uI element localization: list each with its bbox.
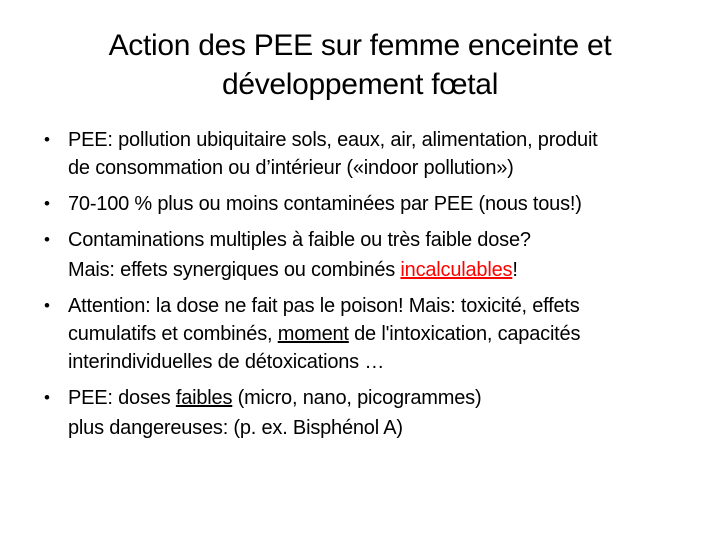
text-segment-underlined: moment [277,323,349,345]
slide-title [0,0,720,104]
text-segment: ! [512,259,518,281]
bullet-marker: • [44,230,50,249]
text-line [68,414,704,442]
bullet-text [68,226,704,284]
text-segment: PEE: pollution ubiquitaire sols, eaux, air, alimentation, produit [68,129,598,151]
bullet-item [44,126,704,182]
text-line [68,226,704,254]
text-segment: de l'intoxication, capacités [348,323,581,345]
text-segment: cumulatifs et combinés, [68,323,278,345]
bullet-text [68,384,704,442]
text-line [68,384,704,412]
bullet-text [68,292,704,376]
bullet-marker: • [44,296,50,315]
text-segment: Contaminations multiples à faible ou très faible dose? [68,229,531,251]
bullet-item [44,384,704,442]
text-segment: 70-100 % plus ou moins contaminées par PEE (nous tous!) [68,193,582,215]
text-segment: (micro, nano, picogrammes) [232,387,482,409]
text-line [68,348,704,376]
text-segment: PEE: doses [68,387,176,409]
bullet-item [44,292,704,376]
bullet-marker: • [44,388,50,407]
text-segment: Attention: la dose ne fait pas le poison! Mais: toxicité, effets [68,295,580,317]
slide-body [0,126,720,442]
bullet-text [68,126,704,182]
text-line [68,292,704,320]
text-line [68,256,704,284]
text-segment-highlight-red: incalculables [400,259,513,281]
text-segment: de consommation ou d’intérieur («indoor pollution») [68,157,514,179]
text-line [68,320,704,348]
bullet-item [44,190,704,218]
text-segment: interindividuelles de détoxications … [68,351,385,373]
text-segment-underlined: faibles [175,387,233,409]
bullet-text [68,190,704,218]
bullet-marker: • [44,130,50,149]
text-segment: Mais: effets synergiques ou combinés [68,259,401,281]
slide-title-line1: Action des PEE sur femme enceinte et [108,29,612,62]
text-segment: plus dangereuses: (p. ex. Bisphénol A) [68,417,403,439]
text-line [68,126,704,154]
text-line [68,190,704,218]
bullet-marker: • [44,194,50,213]
slide-title-line2: développement fœtal [221,68,499,101]
bullet-item [44,226,704,284]
text-line [68,154,704,182]
